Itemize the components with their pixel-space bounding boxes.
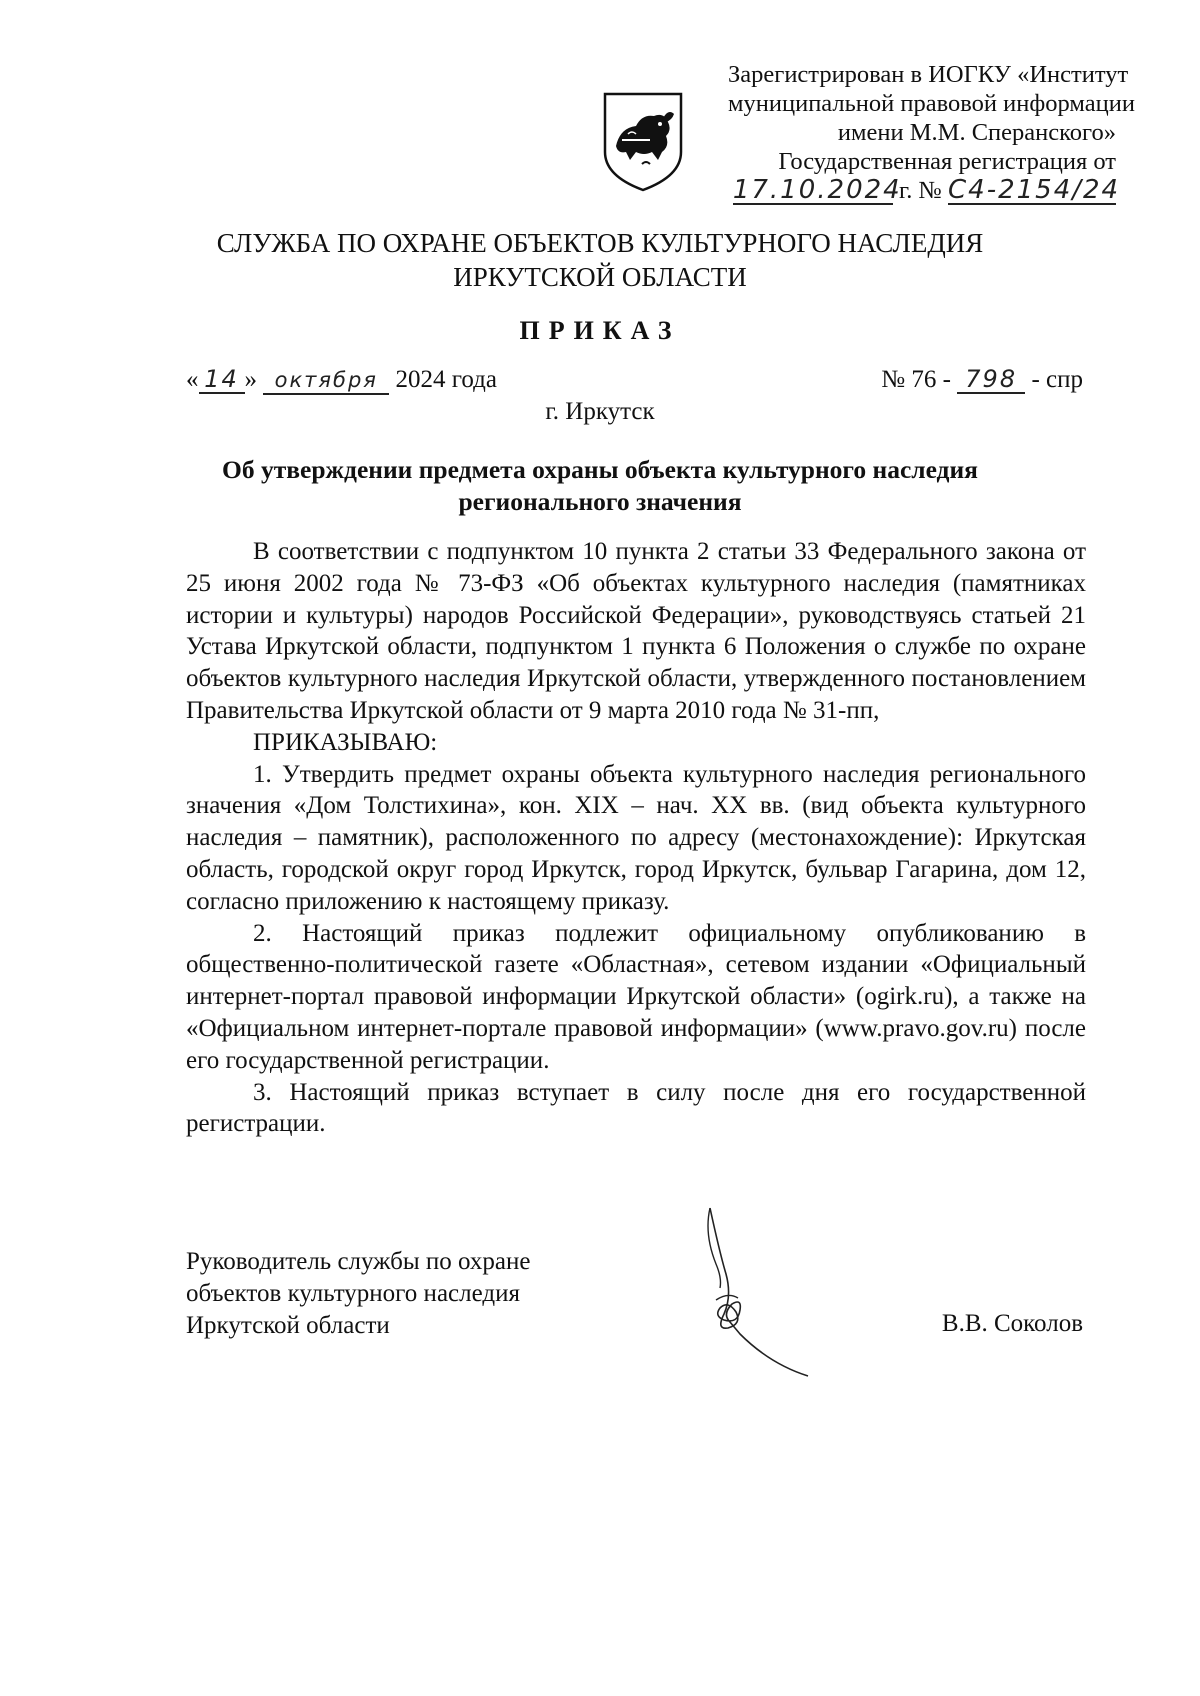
order-number [881,366,1083,394]
title-line-1: Об утверждении предмета охраны объекта культурного наследия [222,455,978,484]
organization-line-1: СЛУЖБА ПО ОХРАНЕ ОБЪЕКТОВ КУЛЬТУРНОГО НАСЛЕДИЯ [216,228,984,258]
registration-line-3: имени М.М. Сперанского» [837,119,1116,146]
date-month: октября [263,367,389,395]
title-line-2: регионального значения [458,487,742,516]
position-line-3: Иркутской области [186,1312,390,1339]
item-1-paragraph: 1. Утвердить предмет охраны объекта культурного наследия регионального значения «Дом Толстихина», кон. XIX – нач. XX вв. (вид объекта культурного наследия – памятник), расположенного по адресу (местонахождение): Иркутская область, городской округ город Иркутск, город Иркутск, бульвар Гагарина, дом 12, согласно приложению к настоящему приказу. [186,760,1086,915]
order-number-value: 798 [957,366,1025,394]
signer-name: В.В. Соколов [941,1310,1083,1337]
organization-name [150,226,1050,294]
preamble-paragraph: В соответствии с подпунктом 10 пункта 2 статьи 33 Федерального закона от 25 июня 2002 года № 73-ФЗ «Об объектах культурного наследия (памятниках истории и культуры) народов Российской Федерации», руководствуясь статьей 21 Устава Иркутской области, подпунктом 1 пункта 6 Положения о службе по охране объектов культурного наследия Иркутской области, утвержденного постановлением Правительства Иркутской области от 9 марта 2010 года № 31-пп, [186,538,1086,724]
date-close-quote: » [244,366,257,393]
order-word: ПРИКАЗЫВАЮ: [253,728,438,756]
position-line-2: объектов культурного наследия [186,1280,520,1307]
registration-number-prefix: г. № [898,177,942,204]
registration-number: С4-2154/24 [948,175,1121,205]
order-date [186,366,497,395]
registration-stamp [728,60,1135,205]
item-3-paragraph: 3. Настоящий приказ вступает в силу после дня его государственной регистрации. [186,1078,1086,1138]
document-title [150,454,1050,518]
irkutsk-coat-of-arms-icon [602,90,684,192]
registration-line-5 [728,175,1121,205]
registration-date: 17.10.2024 [732,175,902,205]
handwritten-signature-icon [680,1204,820,1384]
signer-position [186,1246,530,1342]
order-number-prefix: № 76 - [881,366,951,393]
document-body [186,536,1086,1140]
order-number-suffix: - спр [1031,366,1083,393]
item-2-paragraph: 2. Настоящий приказ подлежит официальному опубликованию в общественно-политической газете «Областная», сетевом издании «Официальный интернет-портал правовой информации Иркутской области» (ogirk.ru), а также на «Официальном интернет-портале правовой информации» (www.pravo.gov.ru) после его государственной регистрации. [186,919,1086,1074]
city: г. Иркутск [545,398,655,425]
registration-line-4: Государственная регистрация от [778,148,1116,175]
organization-line-2: ИРКУТСКОЙ ОБЛАСТИ [453,262,747,292]
date-year: 2024 года [395,366,497,393]
position-line-1: Руководитель службы по охране [186,1248,531,1275]
date-day: 14 [199,366,245,394]
registration-line-1: Зарегистрирован в ИОГКУ «Институт [728,61,1129,88]
registration-line-2: муниципальной правовой информации [728,90,1135,117]
document-type: ПРИКАЗ [519,316,681,345]
date-open-quote: « [186,366,199,393]
